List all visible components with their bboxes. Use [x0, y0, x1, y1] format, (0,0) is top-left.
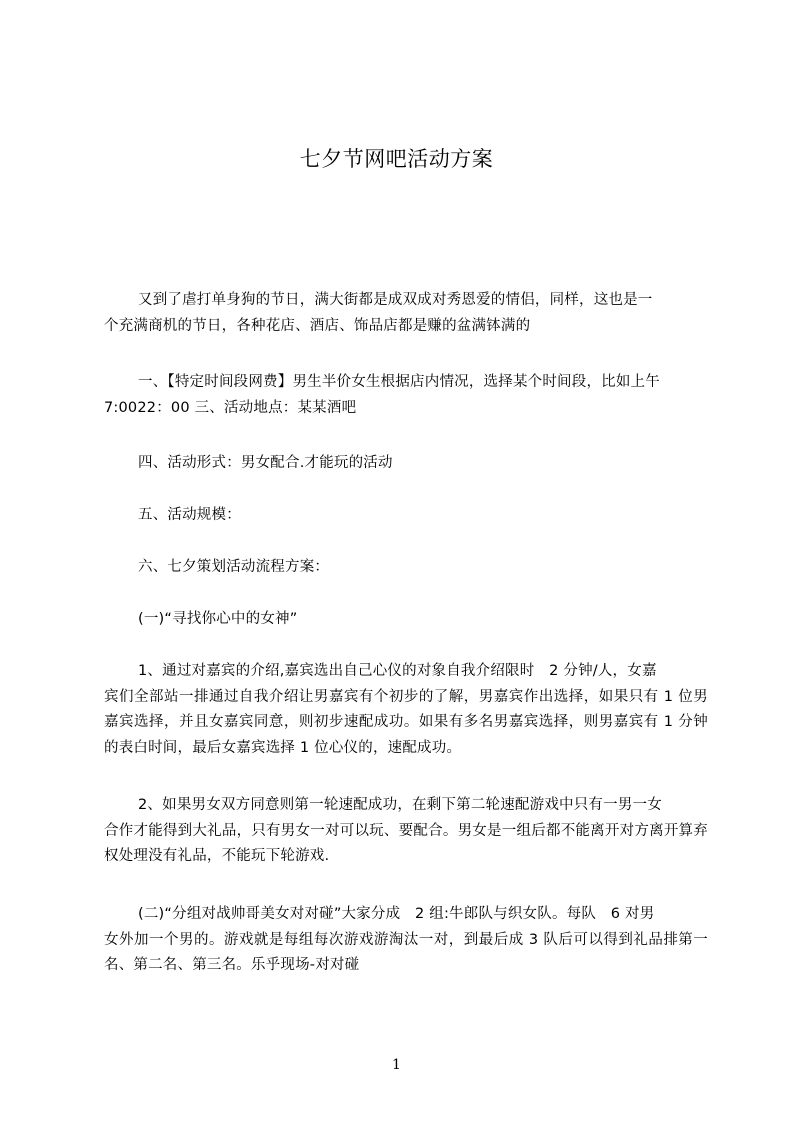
- paragraph-continuation: 合作才能得到大礼品，只有男女一对可以玩、要配合。男女是一组后都不能离开对方离开算弃权处理没有礼品，不能玩下轮游戏.: [104, 822, 708, 864]
- paragraph-first-line: 一、【特定时间段网费】男生半价女生根据店内情况，选择某个时间段，比如上午: [138, 374, 660, 390]
- document-title: 七夕节网吧活动方案: [299, 147, 494, 171]
- paragraph-subsection-2: [104, 902, 708, 979]
- paragraph-intro: [104, 288, 708, 339]
- paragraph-continuation: 宾们全部站一排通过自我介绍让男嘉宾有个初步的了解，男嘉宾作出选择，如果只有 1 位男嘉宾选择，并且女嘉宾同意，则初步速配成功。如果有多名男嘉宾选择，则男嘉宾有 1 分钟的表白时间，最后女嘉宾选择 1 位心仪的，速配成功。: [104, 688, 708, 756]
- paragraph-section-6: [104, 555, 708, 581]
- paragraph-first-line: 五、活动规模：: [138, 507, 241, 523]
- paragraph-first-line: (一)“寻找你心中的女神”: [138, 611, 298, 627]
- paragraph-first-line: 2、如果男女双方同意则第一轮速配成功，在剩下第二轮速配游戏中只有一男一女: [138, 797, 662, 813]
- paragraph-item-2: [104, 793, 708, 870]
- paragraph-item-1: [104, 659, 708, 761]
- paragraph-first-line: 六、七夕策划活动流程方案：: [138, 559, 330, 575]
- paragraph-continuation: 个充满商机的节日，各种花店、酒店、饰品店都是赚的盆满钵满的: [104, 317, 531, 334]
- paragraph-first-line: 四、活动形式：男女配合.才能玩的活动: [138, 455, 393, 471]
- paragraph-section-1: [104, 370, 708, 421]
- page-number: 1: [392, 1057, 401, 1073]
- paragraph-continuation: 女外加一个男的。游戏就是每组每次游戏游淘汰一对，到最后成 3 队后可以得到礼品排第一名、第二名、第三名。乐乎现场-对对碰: [104, 931, 708, 973]
- paragraph-first-line: 又到了虐打单身狗的节日，满大街都是成双成对秀恩爱的情侣，同样，这也是一: [138, 292, 653, 308]
- paragraph-continuation: 7:0022：00 三、活动地点：某某酒吧: [104, 399, 357, 416]
- paragraph-section-4: [104, 451, 708, 477]
- paragraph-first-line: 1、通过对嘉宾的介绍,嘉宾选出自己心仪的对象自我介绍限时 2 分钟/人，女嘉: [138, 663, 657, 679]
- paragraph-first-line: (二)“分组对战帅哥美女对对碰”大家分成 2 组:牛郎队与织女队。每队 6 对男: [138, 906, 655, 922]
- paragraph-subsection-1: [104, 607, 708, 633]
- paragraph-section-5: [104, 503, 708, 529]
